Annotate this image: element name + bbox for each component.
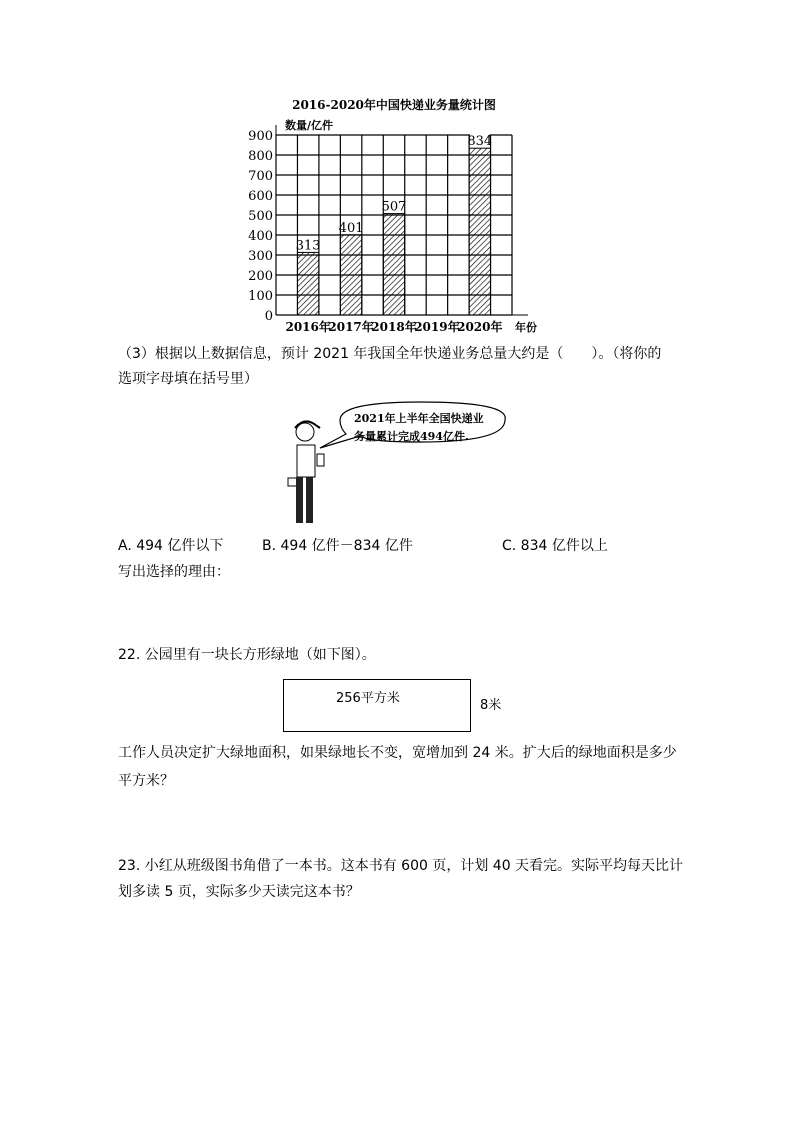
y-tick-label: 400 (248, 229, 273, 244)
y-axis-label: 数量/亿件 (285, 119, 334, 132)
y-tick-label: 100 (248, 289, 273, 304)
bar-2018年 (383, 214, 404, 315)
option-b: B. 494 亿件－834 亿件 (262, 538, 413, 554)
q22-text-line2: 平方米？ (118, 773, 174, 789)
y-tick-label: 200 (248, 269, 273, 284)
q3-text-line1: （3）根据以上数据信息，预计 2021 年我国全年快递业务总量大约是（ ）。（将你的 (118, 346, 662, 362)
area-label: 256平方米 (336, 691, 400, 706)
bar-2020年 (469, 148, 490, 315)
width-label: 8米 (480, 698, 502, 713)
y-tick-label: 700 (248, 169, 273, 184)
option-a: A. 494 亿件以下 (118, 538, 224, 554)
bubble-text-line2: 务量累计完成494亿件. (354, 430, 469, 443)
y-tick-label: 0 (264, 309, 273, 324)
y-tick-label: 600 (248, 189, 273, 204)
data-label: 313 (295, 238, 321, 254)
bar-2016年 (297, 252, 318, 315)
data-label: 507 (381, 199, 407, 215)
x-tick-label: 2019年 (414, 320, 460, 334)
x-tick-label: 2020年 (457, 320, 503, 334)
q3-text-line2: 选项字母填在括号里） (118, 371, 258, 387)
data-label: 834 (467, 134, 493, 150)
x-axis-label: 年份 (515, 321, 537, 334)
bubble-text-line1: 2021年上半年全国快递业 (354, 412, 484, 425)
y-tick-label: 900 (248, 129, 273, 144)
q22-text-line1: 工作人员决定扩大绿地面积，如果绿地长不变，宽增加到 24 米。扩大后的绿地面积是多少 (118, 745, 677, 761)
q22-title: 22. 公园里有一块长方形绿地（如下图）。 (118, 647, 376, 663)
reason-prompt: 写出选择的理由： (118, 564, 230, 580)
x-tick-label: 2018年 (371, 320, 417, 334)
option-c: C. 834 亿件以上 (502, 538, 608, 554)
q23-text-line2: 划多读 5 页，实际多少天读完这本书？ (118, 884, 360, 900)
data-label: 401 (338, 220, 364, 236)
green-area-rectangle (283, 679, 471, 732)
express-volume-bar-chart (240, 95, 540, 340)
x-tick-label: 2016年 (285, 320, 331, 334)
q23-text-line1: 23. 小红从班级图书角借了一本书。这本书有 600 页，计划 40 天看完。实际平均每天比计 (118, 858, 684, 874)
x-tick-label: 2017年 (328, 320, 374, 334)
chart-title: 2016-2020年中国快递业务量统计图 (292, 98, 496, 112)
bar-2017年 (340, 235, 361, 315)
y-tick-label: 500 (248, 209, 273, 224)
y-tick-label: 300 (248, 249, 273, 264)
y-tick-label: 800 (248, 149, 273, 164)
